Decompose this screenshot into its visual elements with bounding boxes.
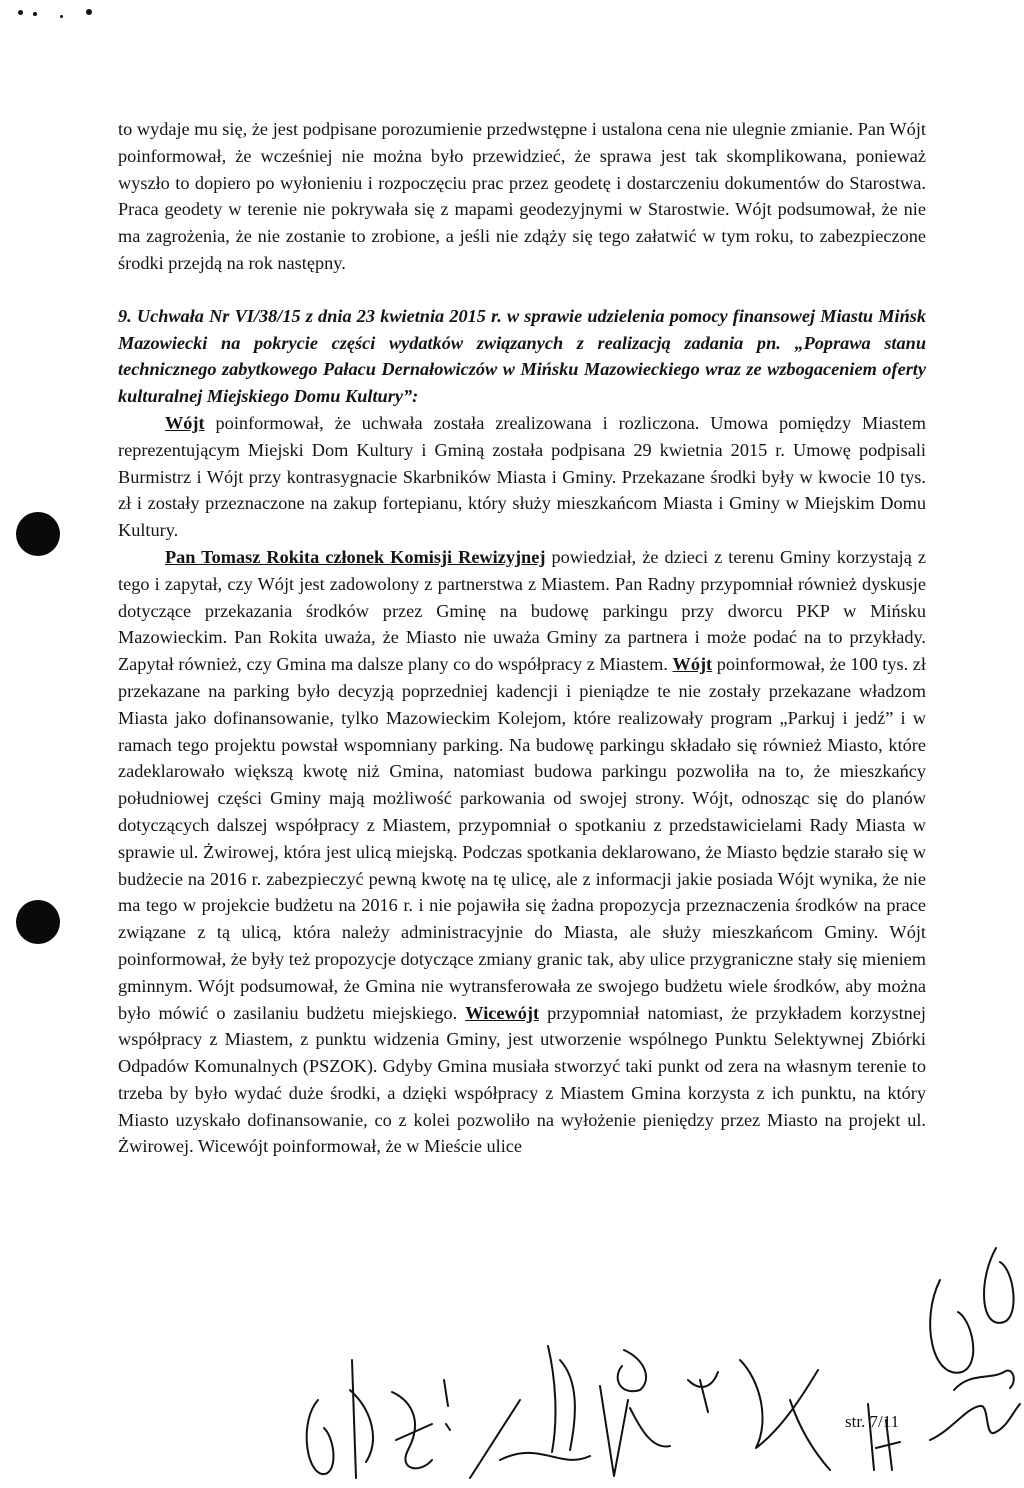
signature-stroke bbox=[600, 1386, 670, 1476]
paragraph-text: poinformował, że uchwała została zrealizowana i rozliczona. Umowa pomiędzy Miastem reprezentującym Miejski Dom Kultury i Gminą została podpisana 29 kwietnia 2015 r. Umowę podpisali Burmistrz i Wójt przy kontrasygnacie Skarbników Miasta i Gminy. Przekazane środki były w kwocie 10 tys. zł i zostały przeznaczone na zakup fortepianu, który służy mieszkańcom Miasta i Gminy w Miejskim Domu Kultury. bbox=[118, 412, 926, 541]
signature-stroke bbox=[984, 1248, 1014, 1323]
signature-stroke bbox=[548, 1346, 575, 1452]
signature-stroke bbox=[930, 1280, 973, 1373]
paragraph-text: poinformował, że 100 tys. zł przekazane na parking było decyzją poprzedniej kadencji i pieniądze te nie zostały przekazane władzom Miasta jako dofinansowanie, tylko Mazowieckim Kolejom, które realizowały program „Parkuj i jedź” i w ramach tego projektu powstał wspomniany parking. Na budowę parkingu składało się również Miasto, które zadeklarowało większą kwotę niż Gmina, natomiast budowa parkingu pozwoliła na to, że mieszkańcy południowej części Gminy mają możliwość parkowania od swojej strony. Wójt, odnosząc się do planów dotyczących dalszej współpracy z Miastem, przypomniał o spotkaniu z przedstawicielami Rady Miasta w sprawie ul. Żwirowej, która jest ulicą miejską. Podczas spotkania deklarowano, że Miasto będzie starało się w budżecie na 2016 r. zabezpieczyć pewną kwotę na tę ulicę, ale z informacji jakie posiada Wójt wynika, że nie ma tego w projekcie budżetu na 2016 r. i nie pojawiła się żadna propozycja przeznaczenia środków na prace związane z tą ulicą, która należy administracyjnie do Miasta, ale służy mieszkańcom Gminy. Wójt poinformował, że były też propozycje dotyczące zmiany granic tak, aby ulice przygraniczne stały się mieniem gminnym. Wójt podsumował, że Gmina nie wytransferowała ze swojego budżetu wiele środków, aby można było mówić o zasilaniu budżetu miejskiego. bbox=[118, 654, 926, 1023]
signature-stroke bbox=[930, 1404, 1020, 1440]
signature-stroke bbox=[740, 1360, 830, 1470]
speaker-name: Wicewójt bbox=[465, 1002, 540, 1023]
paragraph: to wydaje mu się, że jest podpisane porozumienie przedwstępne i ustalona cena nie ulegnie zmianie. Pan Wójt poinformował, że wcześniej nie można było przewidzieć, że sprawa jest tak skomplikowana, ponieważ wyszło to dopiero po wyłonieniu i rozpoczęciu prac przez geodetę i dostarczeniu dokumentów do Starostwa. Praca geodety w terenie nie pokrywała się z mapami geodezyjnymi w Starostwie. Wójt podsumował, że nie ma zagrożenia, że nie zostanie to zrobione, a jeśli nie zdąży się tego załatwić w tym roku, to zabezpieczone środki przejdą na rok następny. bbox=[118, 119, 926, 273]
signature-stroke bbox=[954, 1371, 1014, 1390]
paragraph-text: powiedział, że dzieci z terenu Gminy korzystają z tego i zapytał, czy Wójt jest zadowolony z partnerstwa z Miastem. Pan Radny przypomniał również dyskusje dotyczące przekazania środków przez Gminę na budowę parkingu przy dworcu PKP w Mińsku Mazowieckim. Pan Rokita uważa, że Miasto nie uważa Gminy za partnera i może podać na to przykłady. Zapytał również, czy Gmina ma dalsze plany co do współpracy z Miastem. bbox=[118, 546, 926, 675]
signature-stroke bbox=[392, 1392, 432, 1468]
signature-stroke bbox=[444, 1380, 450, 1430]
page-number: str. 7/11 bbox=[845, 1412, 900, 1431]
signature-stroke bbox=[307, 1400, 334, 1474]
speaker-name: Pan Tomasz Rokita członek Komisji Rewizyjnej bbox=[165, 546, 546, 567]
speaker-name: Wójt bbox=[165, 412, 205, 433]
signature-stroke bbox=[350, 1360, 373, 1478]
signature-stroke bbox=[618, 1350, 646, 1391]
signature-stroke bbox=[868, 1404, 900, 1470]
section-heading: 9. Uchwała Nr VI/38/15 z dnia 23 kwietnia 2015 r. w sprawie udzielenia pomocy finansowej Miastu Mińsk Mazowiecki na pokrycie części wydatków związanych z realizacją zadania pn. „Poprawa stanu technicznego zabytkowego Pałacu Dernałowiczów w Mińsku Mazowieckiego wraz ze wzbogaceniem oferty kulturalnej Miejskiego Domu Kultury”: bbox=[118, 305, 926, 407]
speaker-name: Wójt bbox=[672, 654, 713, 675]
paragraph-text: przypomniał natomiast, że przykładem korzystnej współpracy z Miastem, z punktu widzenia Gminy, jest utworzenie wspólnego Punktu Selektywnej Zbiórki Odpadów Komunalnych (PSZOK). Gdyby Gmina musiała stworzyć taki punkt od zera na własnym terenie to trzeba by było wydać duże środki, a dzięki współpracy z Miastem Gmina korzysta z ich punktu, na który Miasto uzyskało dofinansowanie, co z kolei pozwoliło na wyłożenie pieniędzy przez Miasto na projekt ul. Żwirowej. Wicewójt poinformował, że w Mieście ulice bbox=[118, 1002, 926, 1157]
signature-stroke bbox=[688, 1372, 718, 1412]
